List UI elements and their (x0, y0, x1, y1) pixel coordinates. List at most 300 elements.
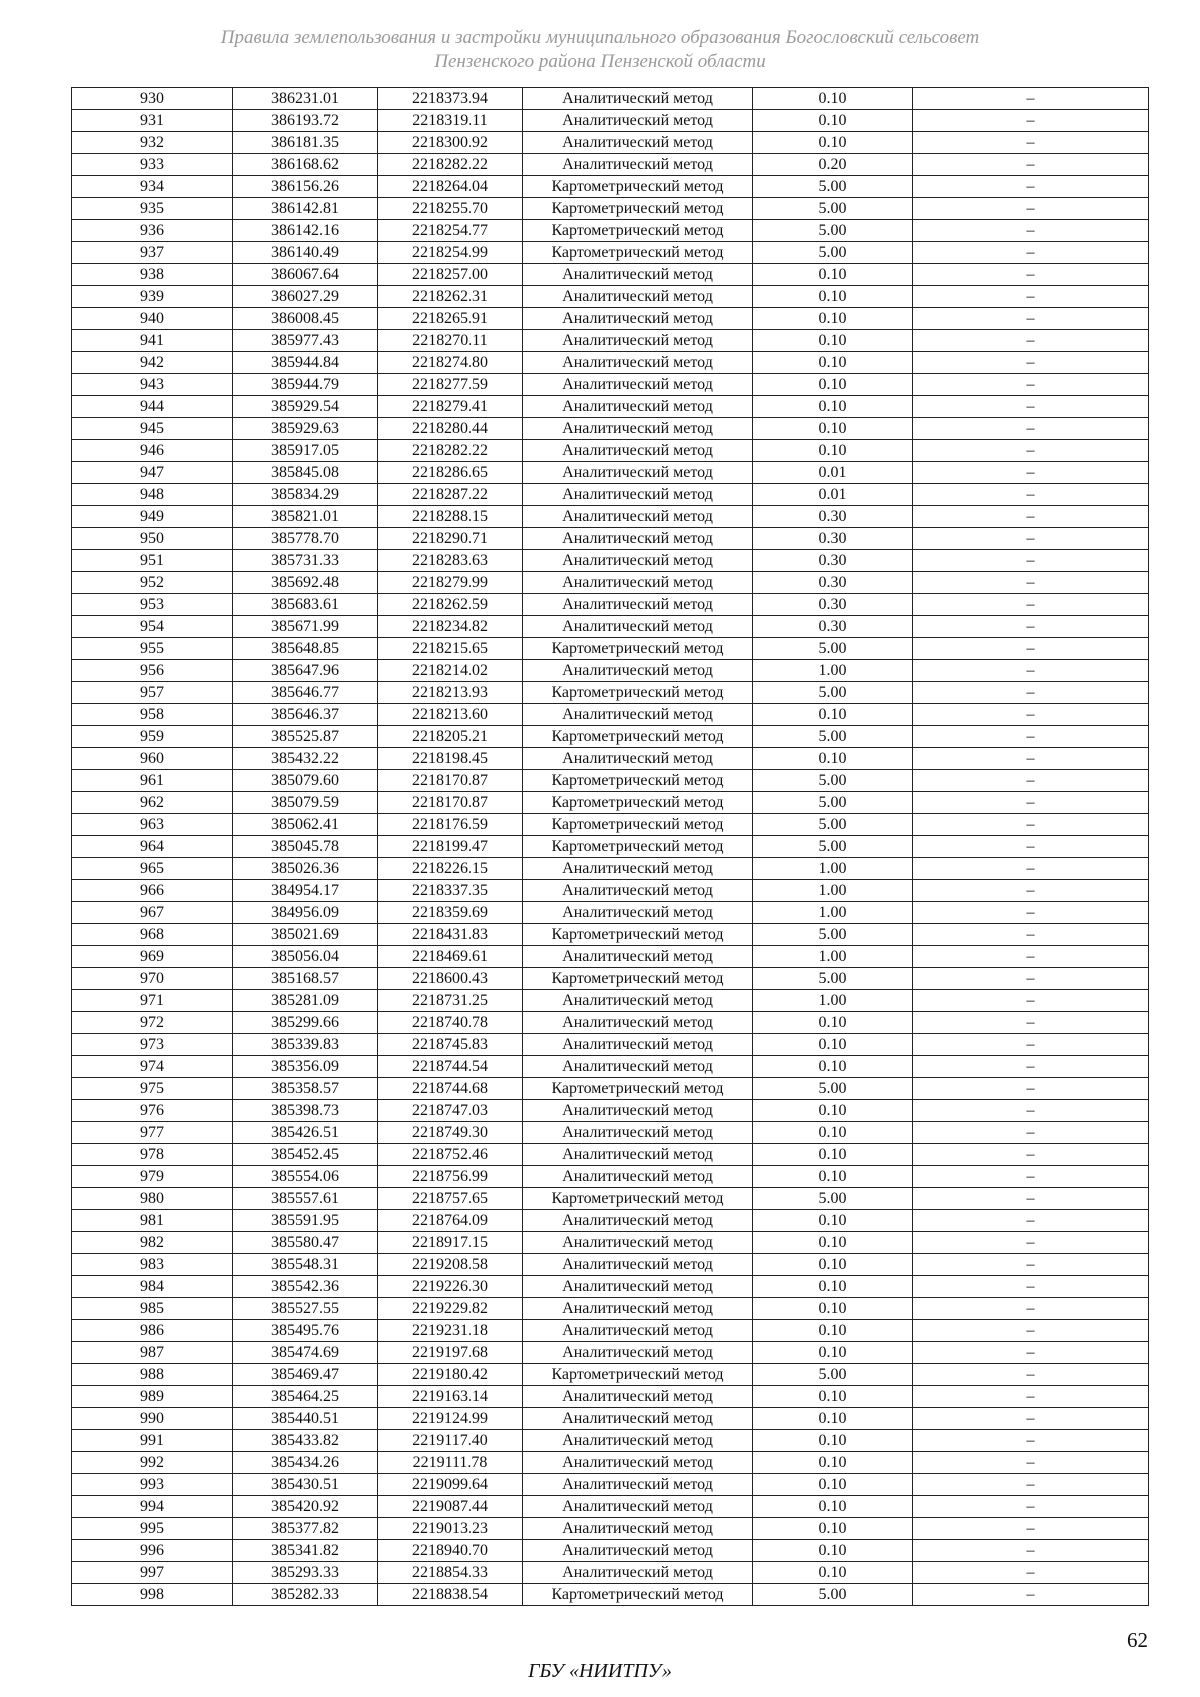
accuracy-cell: 0.10 (753, 1100, 913, 1122)
accuracy-cell: 0.10 (753, 1342, 913, 1364)
y-coordinate-cell: 2218282.22 (378, 154, 523, 176)
y-coordinate-cell: 2219124.99 (378, 1408, 523, 1430)
method-cell: Аналитический метод (523, 352, 753, 374)
table-row (72, 1122, 1149, 1144)
point-number-cell: 957 (72, 682, 233, 704)
method-cell: Аналитический метод (523, 1430, 753, 1452)
y-coordinate-cell: 2218757.65 (378, 1188, 523, 1210)
x-coordinate-cell: 385440.51 (233, 1408, 378, 1430)
x-coordinate-cell: 385646.77 (233, 682, 378, 704)
x-coordinate-cell: 385168.57 (233, 968, 378, 990)
point-number-cell: 960 (72, 748, 233, 770)
x-coordinate-cell: 385929.54 (233, 396, 378, 418)
accuracy-cell: 0.10 (753, 1254, 913, 1276)
x-coordinate-cell: 385580.47 (233, 1232, 378, 1254)
method-cell: Картометрический метод (523, 1188, 753, 1210)
method-cell: Аналитический метод (523, 1298, 753, 1320)
table-row (72, 88, 1149, 110)
note-cell: – (913, 880, 1149, 902)
point-number-cell: 958 (72, 704, 233, 726)
table-row (72, 1518, 1149, 1540)
method-cell: Аналитический метод (523, 1452, 753, 1474)
accuracy-cell: 5.00 (753, 924, 913, 946)
table-row (72, 418, 1149, 440)
note-cell: – (913, 1364, 1149, 1386)
method-cell: Аналитический метод (523, 1342, 753, 1364)
note-cell: – (913, 1254, 1149, 1276)
table-row (72, 550, 1149, 572)
x-coordinate-cell: 386181.35 (233, 132, 378, 154)
x-coordinate-cell: 384956.09 (233, 902, 378, 924)
accuracy-cell: 1.00 (753, 990, 913, 1012)
y-coordinate-cell: 2218255.70 (378, 198, 523, 220)
point-number-cell: 994 (72, 1496, 233, 1518)
note-cell: – (913, 264, 1149, 286)
method-cell: Картометрический метод (523, 242, 753, 264)
point-number-cell: 969 (72, 946, 233, 968)
y-coordinate-cell: 2218290.71 (378, 528, 523, 550)
method-cell: Аналитический метод (523, 550, 753, 572)
x-coordinate-cell: 386140.49 (233, 242, 378, 264)
note-cell: – (913, 1056, 1149, 1078)
point-number-cell: 988 (72, 1364, 233, 1386)
accuracy-cell: 0.10 (753, 1012, 913, 1034)
table-row (72, 132, 1149, 154)
x-coordinate-cell: 386142.81 (233, 198, 378, 220)
x-coordinate-cell: 385731.33 (233, 550, 378, 572)
table-row (72, 1276, 1149, 1298)
table-row (72, 1386, 1149, 1408)
y-coordinate-cell: 2219197.68 (378, 1342, 523, 1364)
note-cell: – (913, 1562, 1149, 1584)
note-cell: – (913, 792, 1149, 814)
note-cell: – (913, 286, 1149, 308)
method-cell: Аналитический метод (523, 462, 753, 484)
y-coordinate-cell: 2218287.22 (378, 484, 523, 506)
method-cell: Аналитический метод (523, 902, 753, 924)
y-coordinate-cell: 2218254.77 (378, 220, 523, 242)
note-cell: – (913, 88, 1149, 110)
x-coordinate-cell: 385525.87 (233, 726, 378, 748)
table-row (72, 1232, 1149, 1254)
x-coordinate-cell: 386142.16 (233, 220, 378, 242)
note-cell: – (913, 154, 1149, 176)
point-number-cell: 992 (72, 1452, 233, 1474)
note-cell: – (913, 176, 1149, 198)
point-number-cell: 949 (72, 506, 233, 528)
table-row (72, 374, 1149, 396)
y-coordinate-cell: 2218749.30 (378, 1122, 523, 1144)
x-coordinate-cell: 385420.92 (233, 1496, 378, 1518)
page-header (0, 26, 1200, 74)
point-number-cell: 977 (72, 1122, 233, 1144)
accuracy-cell: 1.00 (753, 660, 913, 682)
accuracy-cell: 0.10 (753, 1518, 913, 1540)
method-cell: Аналитический метод (523, 1166, 753, 1188)
table-row (72, 792, 1149, 814)
table-row (72, 1320, 1149, 1342)
accuracy-cell: 0.10 (753, 1562, 913, 1584)
x-coordinate-cell: 385548.31 (233, 1254, 378, 1276)
accuracy-cell: 5.00 (753, 726, 913, 748)
x-coordinate-cell: 386008.45 (233, 308, 378, 330)
method-cell: Аналитический метод (523, 660, 753, 682)
point-number-cell: 971 (72, 990, 233, 1012)
accuracy-cell: 5.00 (753, 682, 913, 704)
y-coordinate-cell: 2218373.94 (378, 88, 523, 110)
x-coordinate-cell: 385554.06 (233, 1166, 378, 1188)
point-number-cell: 933 (72, 154, 233, 176)
table-row (72, 660, 1149, 682)
table-row (72, 726, 1149, 748)
accuracy-cell: 5.00 (753, 242, 913, 264)
method-cell: Аналитический метод (523, 1232, 753, 1254)
accuracy-cell: 0.10 (753, 88, 913, 110)
y-coordinate-cell: 2218274.80 (378, 352, 523, 374)
x-coordinate-cell: 385293.33 (233, 1562, 378, 1584)
method-cell: Картометрический метод (523, 968, 753, 990)
note-cell: – (913, 110, 1149, 132)
method-cell: Картометрический метод (523, 638, 753, 660)
method-cell: Аналитический метод (523, 1100, 753, 1122)
accuracy-cell: 0.10 (753, 1474, 913, 1496)
y-coordinate-cell: 2218170.87 (378, 792, 523, 814)
accuracy-cell: 0.10 (753, 1540, 913, 1562)
point-number-cell: 954 (72, 616, 233, 638)
method-cell: Аналитический метод (523, 1386, 753, 1408)
point-number-cell: 952 (72, 572, 233, 594)
accuracy-cell: 1.00 (753, 946, 913, 968)
accuracy-cell: 5.00 (753, 220, 913, 242)
point-number-cell: 930 (72, 88, 233, 110)
point-number-cell: 947 (72, 462, 233, 484)
note-cell: – (913, 1276, 1149, 1298)
y-coordinate-cell: 2218431.83 (378, 924, 523, 946)
y-coordinate-cell: 2218940.70 (378, 1540, 523, 1562)
y-coordinate-cell: 2218917.15 (378, 1232, 523, 1254)
table-row (72, 220, 1149, 242)
table-row (72, 1298, 1149, 1320)
point-number-cell: 995 (72, 1518, 233, 1540)
table-row (72, 1166, 1149, 1188)
note-cell: – (913, 638, 1149, 660)
accuracy-cell: 0.30 (753, 528, 913, 550)
table-row (72, 462, 1149, 484)
y-coordinate-cell: 2219208.58 (378, 1254, 523, 1276)
point-number-cell: 959 (72, 726, 233, 748)
y-coordinate-cell: 2218288.15 (378, 506, 523, 528)
point-number-cell: 985 (72, 1298, 233, 1320)
accuracy-cell: 0.10 (753, 1034, 913, 1056)
y-coordinate-cell: 2218213.60 (378, 704, 523, 726)
note-cell: – (913, 1100, 1149, 1122)
table-row (72, 506, 1149, 528)
y-coordinate-cell: 2219163.14 (378, 1386, 523, 1408)
method-cell: Аналитический метод (523, 1540, 753, 1562)
y-coordinate-cell: 2218215.65 (378, 638, 523, 660)
table-row (72, 858, 1149, 880)
y-coordinate-cell: 2218744.68 (378, 1078, 523, 1100)
accuracy-cell: 0.10 (753, 1122, 913, 1144)
accuracy-cell: 0.30 (753, 506, 913, 528)
x-coordinate-cell: 385692.48 (233, 572, 378, 594)
point-number-cell: 946 (72, 440, 233, 462)
note-cell: – (913, 506, 1149, 528)
note-cell: – (913, 418, 1149, 440)
table-row (72, 1342, 1149, 1364)
note-cell: – (913, 1386, 1149, 1408)
point-number-cell: 939 (72, 286, 233, 308)
point-number-cell: 935 (72, 198, 233, 220)
note-cell: – (913, 528, 1149, 550)
accuracy-cell: 0.10 (753, 1320, 913, 1342)
y-coordinate-cell: 2219117.40 (378, 1430, 523, 1452)
point-number-cell: 997 (72, 1562, 233, 1584)
point-number-cell: 986 (72, 1320, 233, 1342)
point-number-cell: 983 (72, 1254, 233, 1276)
x-coordinate-cell: 385464.25 (233, 1386, 378, 1408)
method-cell: Аналитический метод (523, 748, 753, 770)
y-coordinate-cell: 2219231.18 (378, 1320, 523, 1342)
x-coordinate-cell: 386156.26 (233, 176, 378, 198)
point-number-cell: 968 (72, 924, 233, 946)
accuracy-cell: 0.30 (753, 616, 913, 638)
x-coordinate-cell: 386168.62 (233, 154, 378, 176)
x-coordinate-cell: 385591.95 (233, 1210, 378, 1232)
table-row (72, 1100, 1149, 1122)
accuracy-cell: 0.10 (753, 1276, 913, 1298)
y-coordinate-cell: 2218234.82 (378, 616, 523, 638)
table-row (72, 176, 1149, 198)
method-cell: Картометрический метод (523, 1364, 753, 1386)
note-cell: – (913, 1430, 1149, 1452)
method-cell: Картометрический метод (523, 1078, 753, 1100)
accuracy-cell: 5.00 (753, 770, 913, 792)
x-coordinate-cell: 385671.99 (233, 616, 378, 638)
note-cell: – (913, 1496, 1149, 1518)
point-number-cell: 967 (72, 902, 233, 924)
note-cell: – (913, 1342, 1149, 1364)
point-number-cell: 966 (72, 880, 233, 902)
point-number-cell: 943 (72, 374, 233, 396)
method-cell: Аналитический метод (523, 594, 753, 616)
point-number-cell: 973 (72, 1034, 233, 1056)
table-row (72, 1496, 1149, 1518)
table-row (72, 1364, 1149, 1386)
note-cell: – (913, 1232, 1149, 1254)
x-coordinate-cell: 386193.72 (233, 110, 378, 132)
point-number-cell: 936 (72, 220, 233, 242)
method-cell: Картометрический метод (523, 682, 753, 704)
point-number-cell: 976 (72, 1100, 233, 1122)
x-coordinate-cell: 385398.73 (233, 1100, 378, 1122)
x-coordinate-cell: 385045.78 (233, 836, 378, 858)
method-cell: Картометрический метод (523, 836, 753, 858)
point-number-cell: 931 (72, 110, 233, 132)
x-coordinate-cell: 385646.37 (233, 704, 378, 726)
accuracy-cell: 0.10 (753, 1298, 913, 1320)
x-coordinate-cell: 386231.01 (233, 88, 378, 110)
method-cell: Аналитический метод (523, 1276, 753, 1298)
x-coordinate-cell: 385430.51 (233, 1474, 378, 1496)
accuracy-cell: 1.00 (753, 880, 913, 902)
method-cell: Аналитический метод (523, 1562, 753, 1584)
table-row (72, 880, 1149, 902)
method-cell: Аналитический метод (523, 88, 753, 110)
accuracy-cell: 5.00 (753, 1188, 913, 1210)
note-cell: – (913, 858, 1149, 880)
note-cell: – (913, 616, 1149, 638)
table-row (72, 286, 1149, 308)
x-coordinate-cell: 385282.33 (233, 1584, 378, 1606)
table-row (72, 594, 1149, 616)
note-cell: – (913, 1408, 1149, 1430)
point-number-cell: 990 (72, 1408, 233, 1430)
note-cell: – (913, 330, 1149, 352)
note-cell: – (913, 682, 1149, 704)
table-row (72, 484, 1149, 506)
x-coordinate-cell: 385056.04 (233, 946, 378, 968)
y-coordinate-cell: 2218270.11 (378, 330, 523, 352)
y-coordinate-cell: 2218747.03 (378, 1100, 523, 1122)
y-coordinate-cell: 2218176.59 (378, 814, 523, 836)
point-number-cell: 934 (72, 176, 233, 198)
accuracy-cell: 0.10 (753, 1056, 913, 1078)
accuracy-cell: 0.10 (753, 1386, 913, 1408)
point-number-cell: 945 (72, 418, 233, 440)
y-coordinate-cell: 2219013.23 (378, 1518, 523, 1540)
table-row (72, 264, 1149, 286)
x-coordinate-cell: 385929.63 (233, 418, 378, 440)
x-coordinate-cell: 385527.55 (233, 1298, 378, 1320)
table-row (72, 1430, 1149, 1452)
note-cell: – (913, 924, 1149, 946)
method-cell: Аналитический метод (523, 616, 753, 638)
accuracy-cell: 5.00 (753, 836, 913, 858)
point-number-cell: 978 (72, 1144, 233, 1166)
method-cell: Картометрический метод (523, 176, 753, 198)
note-cell: – (913, 726, 1149, 748)
note-cell: – (913, 1166, 1149, 1188)
accuracy-cell: 0.10 (753, 418, 913, 440)
note-cell: – (913, 550, 1149, 572)
table-row (72, 1188, 1149, 1210)
accuracy-cell: 0.30 (753, 550, 913, 572)
x-coordinate-cell: 385977.43 (233, 330, 378, 352)
accuracy-cell: 0.10 (753, 1166, 913, 1188)
y-coordinate-cell: 2218359.69 (378, 902, 523, 924)
x-coordinate-cell: 385495.76 (233, 1320, 378, 1342)
y-coordinate-cell: 2218280.44 (378, 418, 523, 440)
x-coordinate-cell: 385026.36 (233, 858, 378, 880)
y-coordinate-cell: 2218279.99 (378, 572, 523, 594)
y-coordinate-cell: 2218764.09 (378, 1210, 523, 1232)
method-cell: Аналитический метод (523, 990, 753, 1012)
table-row (72, 990, 1149, 1012)
accuracy-cell: 0.20 (753, 154, 913, 176)
coordinates-table (71, 87, 1149, 1606)
y-coordinate-cell: 2218213.93 (378, 682, 523, 704)
note-cell: – (913, 220, 1149, 242)
y-coordinate-cell: 2218282.22 (378, 440, 523, 462)
method-cell: Аналитический метод (523, 572, 753, 594)
table-row (72, 1452, 1149, 1474)
method-cell: Аналитический метод (523, 1144, 753, 1166)
note-cell: – (913, 242, 1149, 264)
table-row (72, 396, 1149, 418)
point-number-cell: 980 (72, 1188, 233, 1210)
point-number-cell: 979 (72, 1166, 233, 1188)
page-number: 62 (1127, 1628, 1148, 1652)
method-cell: Картометрический метод (523, 1584, 753, 1606)
point-number-cell: 962 (72, 792, 233, 814)
y-coordinate-cell: 2219180.42 (378, 1364, 523, 1386)
method-cell: Аналитический метод (523, 1012, 753, 1034)
y-coordinate-cell: 2218740.78 (378, 1012, 523, 1034)
table-row (72, 1562, 1149, 1584)
method-cell: Аналитический метод (523, 1496, 753, 1518)
y-coordinate-cell: 2218300.92 (378, 132, 523, 154)
accuracy-cell: 0.10 (753, 110, 913, 132)
note-cell: – (913, 946, 1149, 968)
point-number-cell: 970 (72, 968, 233, 990)
y-coordinate-cell: 2218226.15 (378, 858, 523, 880)
x-coordinate-cell: 385299.66 (233, 1012, 378, 1034)
method-cell: Аналитический метод (523, 308, 753, 330)
accuracy-cell: 0.10 (753, 1496, 913, 1518)
method-cell: Аналитический метод (523, 396, 753, 418)
note-cell: – (913, 572, 1149, 594)
y-coordinate-cell: 2218254.99 (378, 242, 523, 264)
table-row (72, 308, 1149, 330)
accuracy-cell: 5.00 (753, 1078, 913, 1100)
table-row (72, 1012, 1149, 1034)
point-number-cell: 948 (72, 484, 233, 506)
table-row (72, 616, 1149, 638)
y-coordinate-cell: 2218745.83 (378, 1034, 523, 1056)
point-number-cell: 975 (72, 1078, 233, 1100)
method-cell: Картометрический метод (523, 792, 753, 814)
table-row (72, 1078, 1149, 1100)
point-number-cell: 942 (72, 352, 233, 374)
note-cell: – (913, 814, 1149, 836)
x-coordinate-cell: 385917.05 (233, 440, 378, 462)
accuracy-cell: 0.10 (753, 1232, 913, 1254)
x-coordinate-cell: 385062.41 (233, 814, 378, 836)
y-coordinate-cell: 2218283.63 (378, 550, 523, 572)
y-coordinate-cell: 2219099.64 (378, 1474, 523, 1496)
table-row (72, 440, 1149, 462)
method-cell: Аналитический метод (523, 704, 753, 726)
accuracy-cell: 5.00 (753, 1364, 913, 1386)
note-cell: – (913, 990, 1149, 1012)
x-coordinate-cell: 385281.09 (233, 990, 378, 1012)
table-row (72, 1056, 1149, 1078)
point-number-cell: 955 (72, 638, 233, 660)
table-row (72, 198, 1149, 220)
table-row (72, 1540, 1149, 1562)
page-footer: ГБУ «НИИТПУ» (528, 1660, 672, 1682)
accuracy-cell: 0.30 (753, 594, 913, 616)
point-number-cell: 937 (72, 242, 233, 264)
x-coordinate-cell: 385339.83 (233, 1034, 378, 1056)
y-coordinate-cell: 2218262.59 (378, 594, 523, 616)
accuracy-cell: 0.10 (753, 1408, 913, 1430)
note-cell: – (913, 1584, 1149, 1606)
y-coordinate-cell: 2219111.78 (378, 1452, 523, 1474)
note-cell: – (913, 1034, 1149, 1056)
y-coordinate-cell: 2218257.00 (378, 264, 523, 286)
